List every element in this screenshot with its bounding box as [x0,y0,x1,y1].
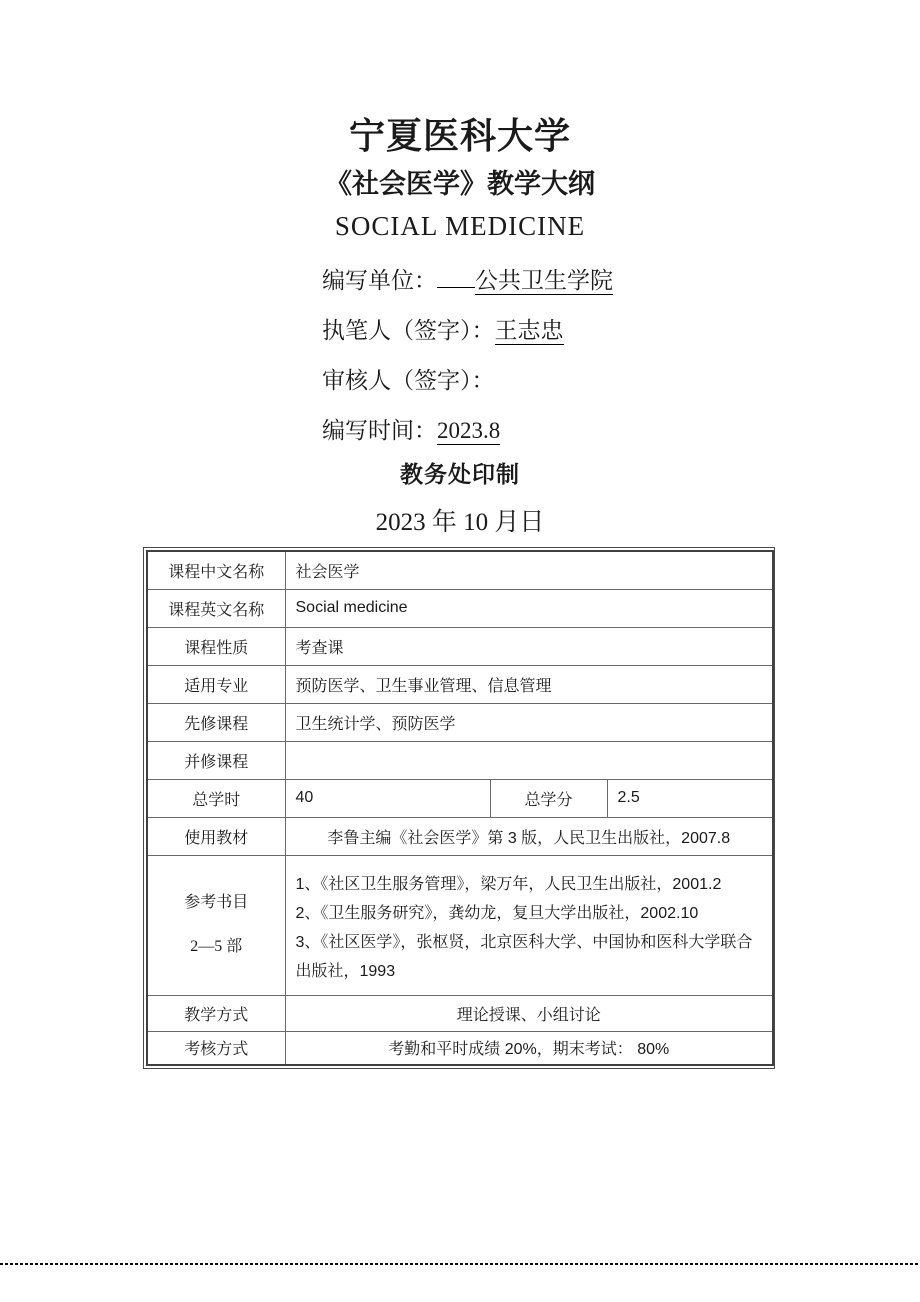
references-label-line2: 2—5 部 [190,938,243,955]
references-list [285,855,773,995]
document-meta-block [322,256,613,456]
teaching-method-label: 教学方式 [147,995,285,1031]
row-value: 社会医学 [285,551,773,589]
date-value: 2023.8 [437,418,501,443]
printed-by: 教务处印制 [400,461,520,487]
table-row-teaching-method [147,995,773,1031]
row-value: 卫生统计学、预防医学 [285,703,773,741]
course-info-table [143,547,775,1069]
teaching-method-value: 理论授课、小组讨论 [285,995,773,1031]
table-row-textbook [147,817,773,855]
table-row-en-name [147,589,773,627]
university-title: 宁夏医科大学 [348,116,571,156]
references-label-line1: 参考书目 [184,894,249,911]
table-row-course-nature [147,627,773,665]
page-footer-divider [0,1263,920,1265]
row-label: 并修课程 [147,741,285,779]
reference-item: 1、《社区卫生服务管理》，梁万年，人民卫生出版社，2001.2 [295,875,722,893]
unit-underline-blank [437,265,475,288]
row-value: 预防医学、卫生事业管理、信息管理 [285,665,773,703]
table-row-references [147,855,773,995]
table-row-assessment-method [147,1031,773,1065]
row-label: 课程中文名称 [147,551,285,589]
table-row-corequisite-courses [147,741,773,779]
row-value: Social medicine [285,589,773,627]
table-row-hours-credits [147,779,773,817]
row-value: 考查课 [285,627,773,665]
table-row-cn-name [147,551,773,589]
row-value [285,741,773,779]
assessment-method-label: 考核方式 [147,1031,285,1065]
row-label: 课程性质 [147,627,285,665]
row-label: 适用专业 [147,665,285,703]
table-row-applicable-majors [147,665,773,703]
textbook-value: 李鲁主编《社会医学》第 3 版，人民卫生出版社，2007.8 [285,817,773,855]
row-label: 先修课程 [147,703,285,741]
author-value: 王志忠 [494,318,564,343]
meta-line-unit [322,256,613,306]
author-label: 执笔人（签字）： [322,318,495,343]
course-title-english: SOCIAL MEDICINE [334,211,586,241]
reference-item: 2、《卫生服务研究》，龚幼龙，复旦大学出版社，2002.10 [295,904,699,922]
total-hours-label: 总学时 [147,779,285,817]
course-outline-title: 《社会医学》教学大纲 [325,169,595,199]
unit-value: 公共卫生学院 [475,268,613,293]
total-credits-label: 总学分 [490,779,607,817]
total-hours-value: 40 [285,779,490,817]
textbook-label: 使用教材 [147,817,285,855]
unit-label: 编写单位： [322,268,437,293]
meta-line-reviewer [322,356,613,406]
date-label: 编写时间： [322,418,437,443]
reference-item: 3、《社区医学》，张枢贤，北京医科大学、中国协和医科大学联合出版社，1993 [295,933,753,980]
row-label: 课程英文名称 [147,589,285,627]
references-label [147,855,285,995]
meta-line-date [322,406,613,456]
assessment-method-value: 考勤和平时成绩 20%，期末考试： 80% [285,1031,773,1065]
total-credits-value: 2.5 [607,779,773,817]
table-row-prerequisite-courses [147,703,773,741]
print-date: 2023 年 10 月日 [375,509,545,536]
reviewer-label: 审核人（签字）： [322,368,495,393]
meta-line-author [322,306,613,356]
